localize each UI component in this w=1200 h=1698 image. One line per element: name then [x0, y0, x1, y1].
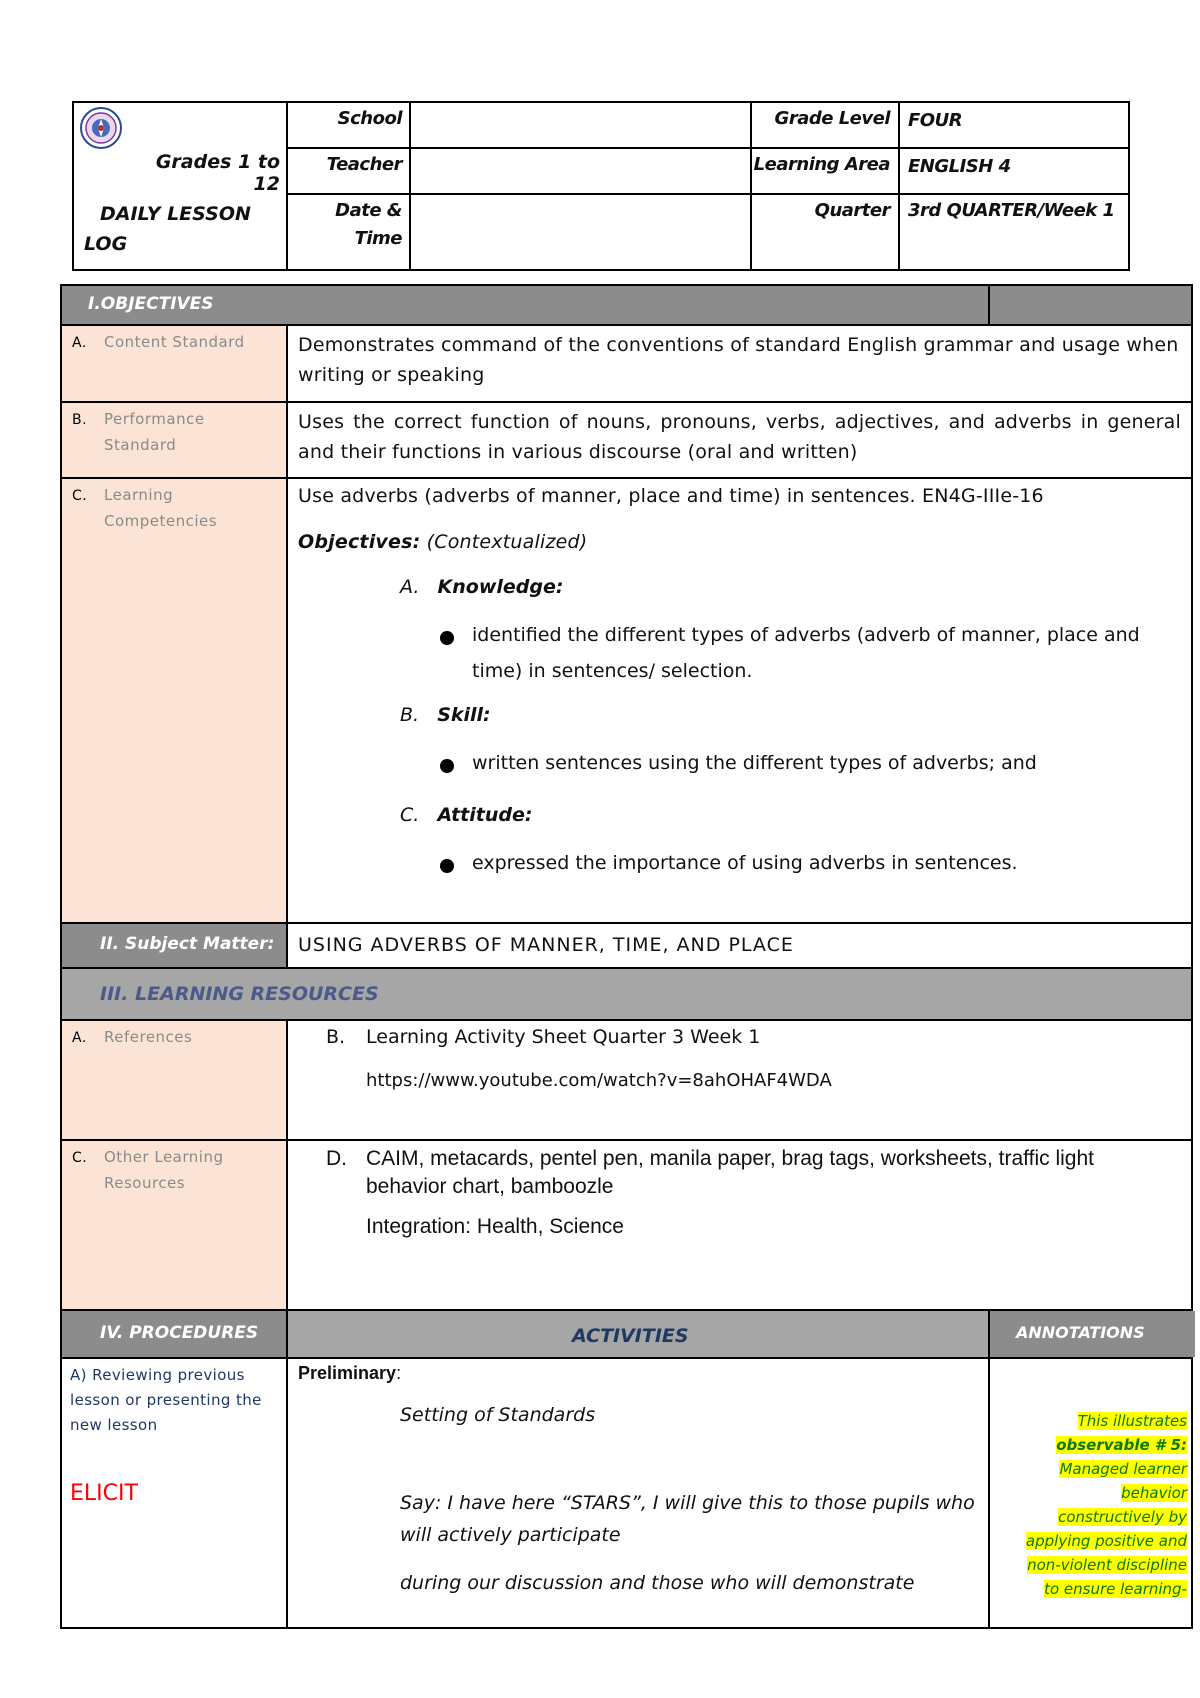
bullet-icon [440, 859, 454, 873]
learning-area-value: ENGLISH 4 [908, 156, 1011, 177]
teacher-label: Teacher [326, 154, 402, 175]
school-label: School [337, 108, 402, 129]
performance-standard-row [62, 403, 1191, 479]
subject-matter-value: USING ADVERBS OF MANNER, TIME, AND PLACE [298, 934, 794, 956]
annotations-title: ANNOTATIONS [1016, 1323, 1145, 1342]
learning-area-label: Learning Area [753, 154, 890, 175]
quarter-label: Quarter [814, 200, 890, 221]
bullet-icon [440, 759, 454, 773]
content-standard-text: Demonstrates command of the conventions of standard English grammar and usage when writing or speaking [298, 334, 1179, 386]
content-standard-label: A. Content Standard [72, 333, 245, 351]
resources-header-row [62, 969, 1191, 1021]
subject-matter-row [62, 924, 1191, 969]
reviewing-label: A) Reviewing previous lesson or presenting the new lesson [70, 1366, 262, 1434]
skill-item: written sentences using the different types of adverbs; and [472, 752, 1037, 774]
attitude-item: expressed the importance of using adverbs in sentences. [472, 852, 1018, 874]
references-item: Learning Activity Sheet Quarter 3 Week 1 [366, 1026, 761, 1048]
performance-standard-label: B. Performance Standard [72, 410, 205, 454]
objectives-line: Objectives: (Contextualized) [298, 531, 588, 553]
performance-standard-text: Uses the correct function of nouns, pronouns, verbs, adjectives, and adverbs in general and their functions in various discourse (oral and written) [298, 411, 1181, 463]
references-item-letter: B. [326, 1026, 346, 1048]
reviewing-row [62, 1359, 1191, 1627]
activities-title: ACTIVITIES [572, 1325, 689, 1347]
content-standard-row [62, 326, 1191, 403]
deped-seal-icon [80, 107, 122, 149]
annotation-note: This illustrates observable # 5: Managed learner behavior constructively by applying positive and non-violent discipline to ensure learning- [1025, 1412, 1187, 1598]
resources-section-title: III. LEARNING RESOURCES [100, 983, 379, 1005]
attitude-heading: C. Attitude: [400, 804, 533, 826]
other-resources-row [62, 1141, 1191, 1311]
elicit-label: ELICIT [70, 1481, 138, 1506]
grade-level-label: Grade Level [774, 108, 890, 129]
procedures-header-row [62, 1311, 1191, 1359]
setting-of-standards: Setting of Standards [400, 1404, 596, 1426]
procedures-section-title: IV. PROCEDURES [100, 1323, 259, 1343]
learning-competencies-label: C. Learning Competencies [72, 486, 218, 530]
date-time-label: Date & Time [335, 200, 402, 249]
knowledge-item: identified the different types of adverbs (adverb of manner, place and time) in sentences/ selection. [472, 624, 1140, 682]
grades-title: Grades 1 to 12 [155, 151, 280, 195]
references-row [62, 1021, 1191, 1141]
skill-heading: B. Skill: [400, 704, 491, 726]
quarter-value: 3rd QUARTER/Week 1 [908, 200, 1115, 221]
subject-matter-label: II. Subject Matter: [100, 934, 275, 954]
daily-lesson-log-title: DAILY LESSON LOG [84, 203, 251, 255]
say-text: Say: I have here “STARS”, I will give this to those pupils who will actively participate [400, 1492, 975, 1546]
bullet-icon [440, 631, 454, 645]
references-link[interactable]: https://www.youtube.com/watch?v=8ahOHAF4WDA [366, 1070, 832, 1091]
header-table [72, 101, 1130, 271]
say-text-continued: during our discussion and those who will demonstrate [400, 1572, 915, 1594]
knowledge-heading: A. Knowledge: [400, 576, 564, 598]
other-resources-item: CAIM, metacards, pentel pen, manila paper, brag tags, worksheets, traffic light behavior chart, bamboozle [366, 1147, 1094, 1198]
integration-text: Integration: Health, Science [366, 1215, 624, 1238]
preliminary-label: Preliminary: [298, 1363, 402, 1383]
references-label: A. References [72, 1028, 193, 1046]
competency-text: Use adverbs (adverbs of manner, place and time) in sentences. EN4G-IIIe-16 [298, 485, 1044, 507]
other-resources-item-letter: D. [326, 1147, 347, 1170]
grade-level-value: FOUR [908, 110, 963, 131]
other-resources-label: C. Other Learning Resources [72, 1148, 224, 1192]
learning-competencies-row [62, 479, 1191, 924]
objectives-section-title: I.OBJECTIVES [88, 294, 214, 314]
objectives-header-row [62, 286, 1191, 326]
lesson-table [60, 284, 1193, 1629]
